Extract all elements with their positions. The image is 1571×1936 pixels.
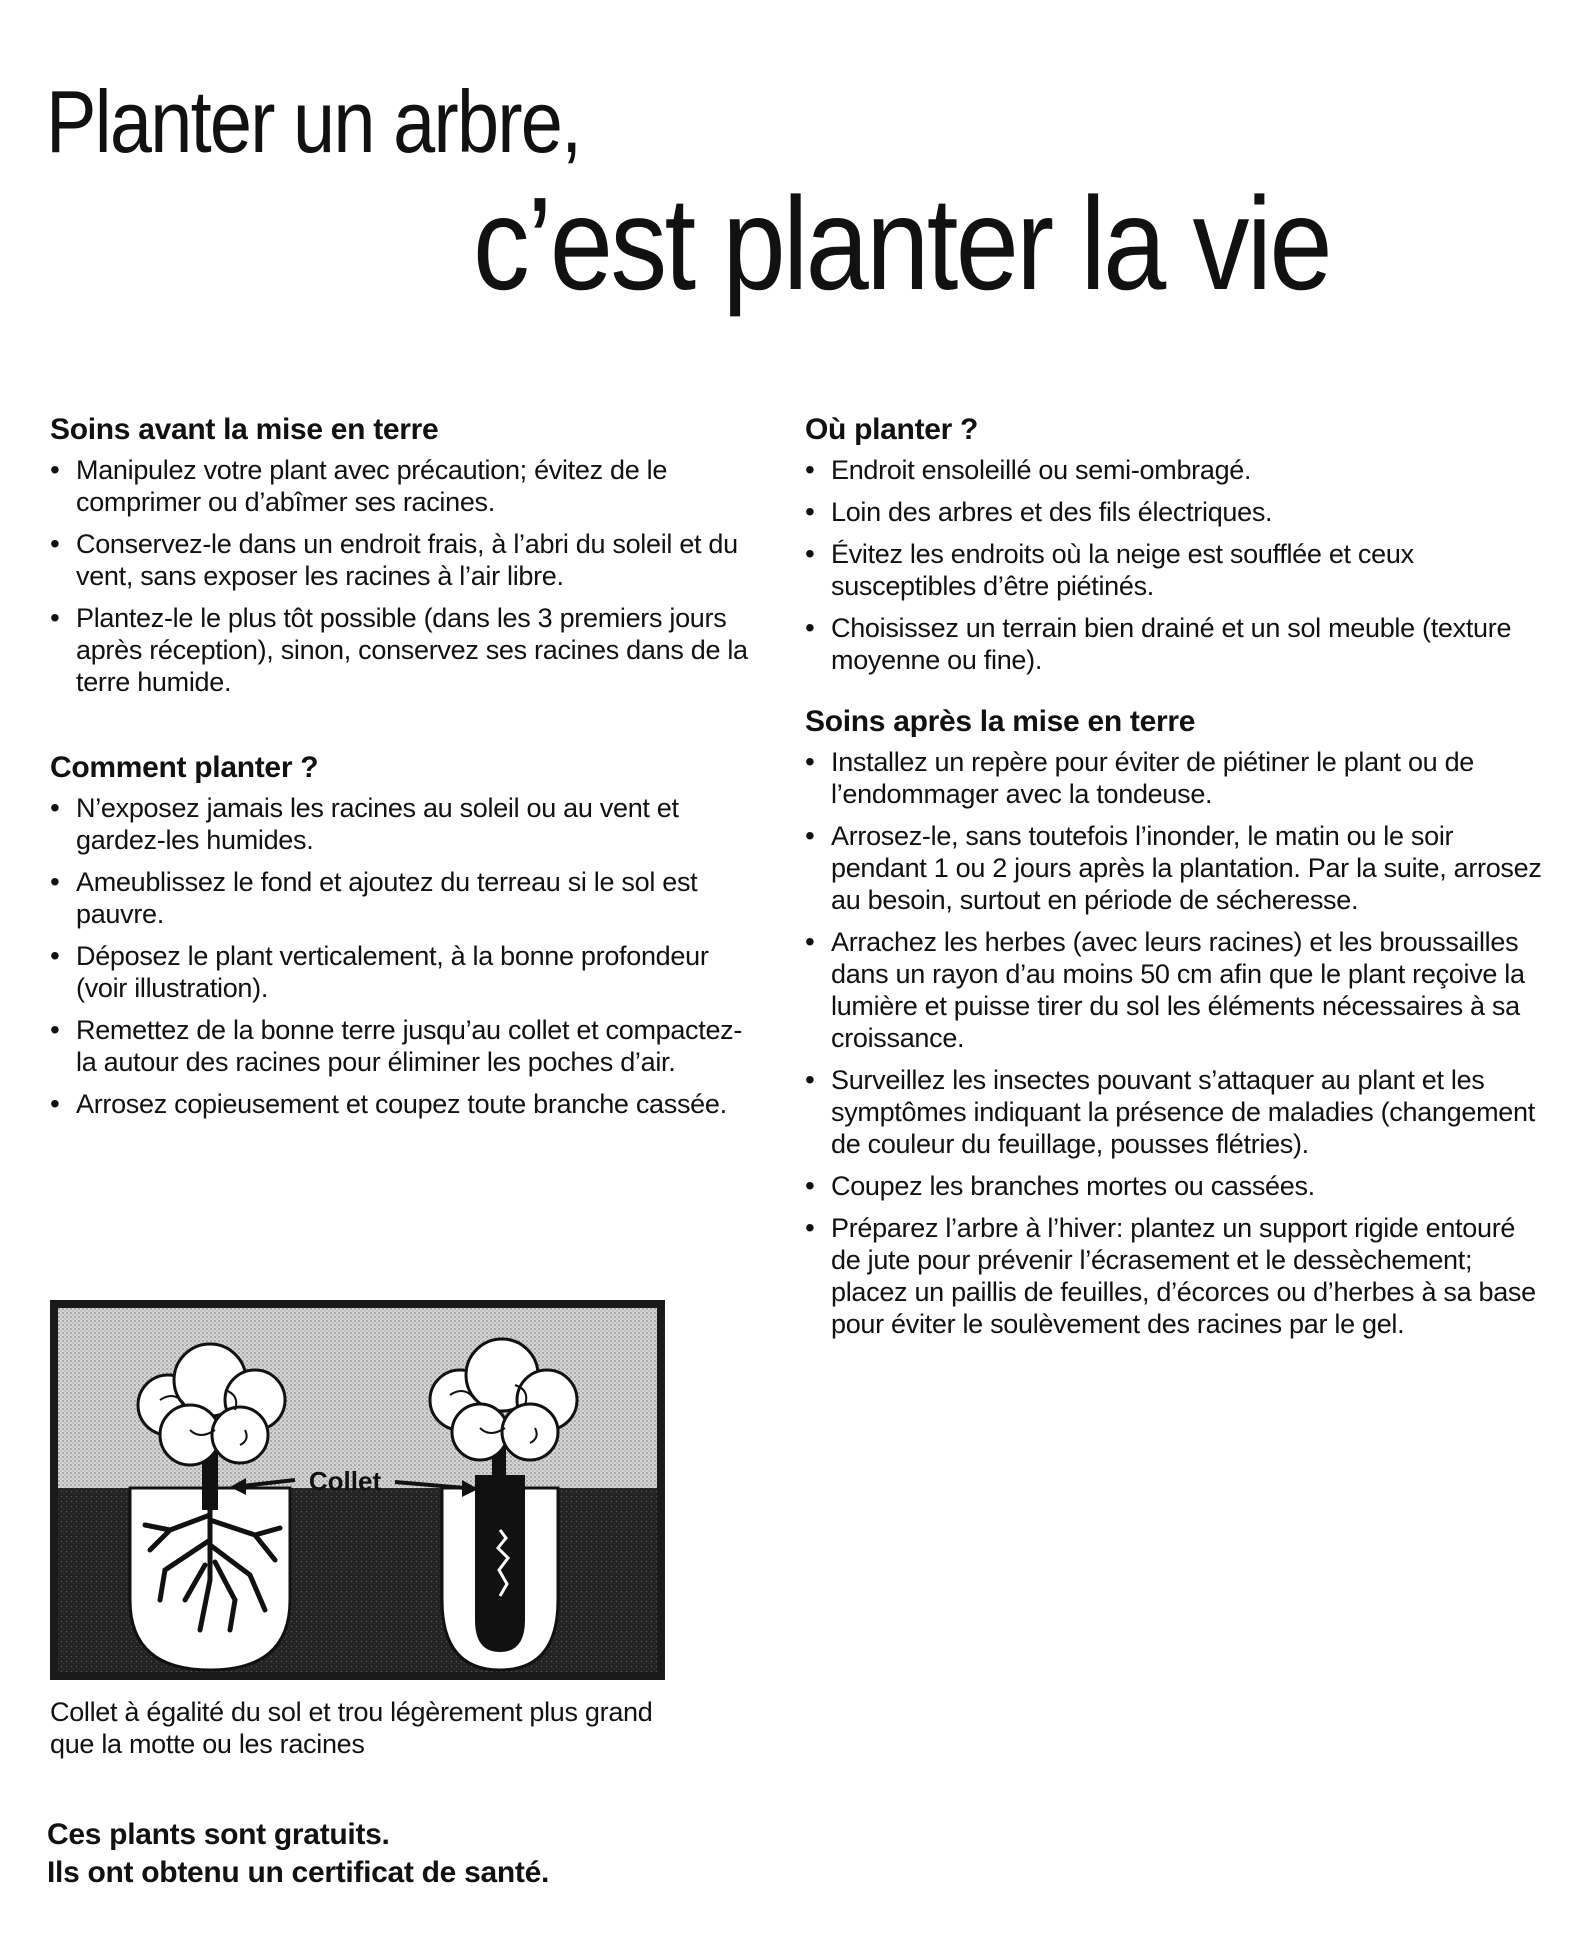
list-item: • Conservez-le dans un endroit frais, à l’abri du soleil et du vent, sans exposer les racines à l’air libre. (50, 528, 750, 592)
list-item: • Endroit ensoleillé ou semi-ombragé. (805, 454, 1545, 486)
list-item: • Choisissez un terrain bien drainé et un sol meuble (texture moyenne ou fine). (805, 612, 1545, 676)
section-title: Comment planter ? (50, 751, 319, 784)
left-column (50, 410, 750, 1130)
list-item: • Coupez les branches mortes ou cassées. (805, 1170, 1545, 1202)
list-item: • Déposez le plant verticalement, à la bonne profondeur (voir illustration). (50, 940, 750, 1004)
list-item: • Manipulez votre plant avec précaution; évitez de le comprimer ou d’abîmer ses racines. (50, 454, 750, 518)
bullet-list (50, 792, 750, 1120)
bullet-list (805, 746, 1545, 1340)
list-item: • Surveillez les insectes pouvant s’attaquer au plant et les symptômes indiquant la présence de maladies (changement de couleur du feuillage, pousses flétries). (805, 1064, 1545, 1160)
section-title: Soins après la mise en terre (805, 705, 1196, 738)
collet-label: Collet (308, 1466, 382, 1496)
title-line-2: c’est planter la vie (473, 170, 1331, 317)
root-ball (475, 1475, 525, 1652)
list-item: • Ameublissez le fond et ajoutez du terreau si le sol est pauvre. (50, 866, 750, 930)
footer-line-2: Ils ont obtenu un certificat de santé. (47, 1856, 549, 1889)
list-item: • Évitez les endroits où la neige est soufflée et ceux susceptibles d’être piétinés. (805, 538, 1545, 602)
list-item: • Loin des arbres et des fils électriques. (805, 496, 1545, 528)
list-item: • Arrosez copieusement et coupez toute branche cassée. (50, 1088, 750, 1120)
section-title: Où planter ? (805, 413, 979, 446)
list-item: • Installez un repère pour éviter de piétiner le plant ou de l’endommager avec la tondeuse. (805, 746, 1545, 810)
right-column (805, 410, 1545, 1350)
section-ou-planter (805, 410, 1545, 676)
footer-note (47, 1816, 747, 1892)
section-soins-avant (50, 410, 750, 698)
illustration-caption: Collet à égalité du sol et trou légèrement plus grand que la motte ou les racines (50, 1697, 653, 1759)
section-title: Soins avant la mise en terre (50, 413, 439, 446)
list-item: • Plantez-le le plus tôt possible (dans les 3 premiers jours après réception), sinon, conservez ses racines dans de la terre humide. (50, 602, 750, 698)
list-item: • N’exposez jamais les racines au soleil ou au vent et gardez-les humides. (50, 792, 750, 856)
bullet-list (50, 454, 750, 698)
planting-illustration (50, 1300, 665, 1680)
bullet-list (805, 454, 1545, 676)
list-item: • Arrachez les herbes (avec leurs racines) et les broussailles dans un rayon d’au moins 50 cm afin que le plant reçoive la lumière et puisse tirer du sol les éléments nécessaires à sa croissance. (805, 926, 1545, 1054)
section-soins-apres (805, 702, 1545, 1340)
list-item: • Remettez de la bonne terre jusqu’au collet et compactez-la autour des racines pour éliminer les poches d’air. (50, 1014, 750, 1078)
title-line-1: Planter un arbre, (46, 72, 581, 171)
list-item: • Arrosez-le, sans toutefois l’inonder, le matin ou le soir pendant 1 ou 2 jours après la plantation. Par la suite, arrosez au besoin, surtout en période de sécheresse. (805, 820, 1545, 916)
list-item: • Préparez l’arbre à l’hiver: plantez un support rigide entouré de jute pour prévenir l’écrasement et le dessèchement; placez un paillis de feuilles, d’écorces ou d’herbes à sa base pour éviter le soulèvement des racines par le gel. (805, 1212, 1545, 1340)
section-comment-planter (50, 748, 750, 1120)
footer-line-1: Ces plants sont gratuits. (47, 1818, 390, 1851)
